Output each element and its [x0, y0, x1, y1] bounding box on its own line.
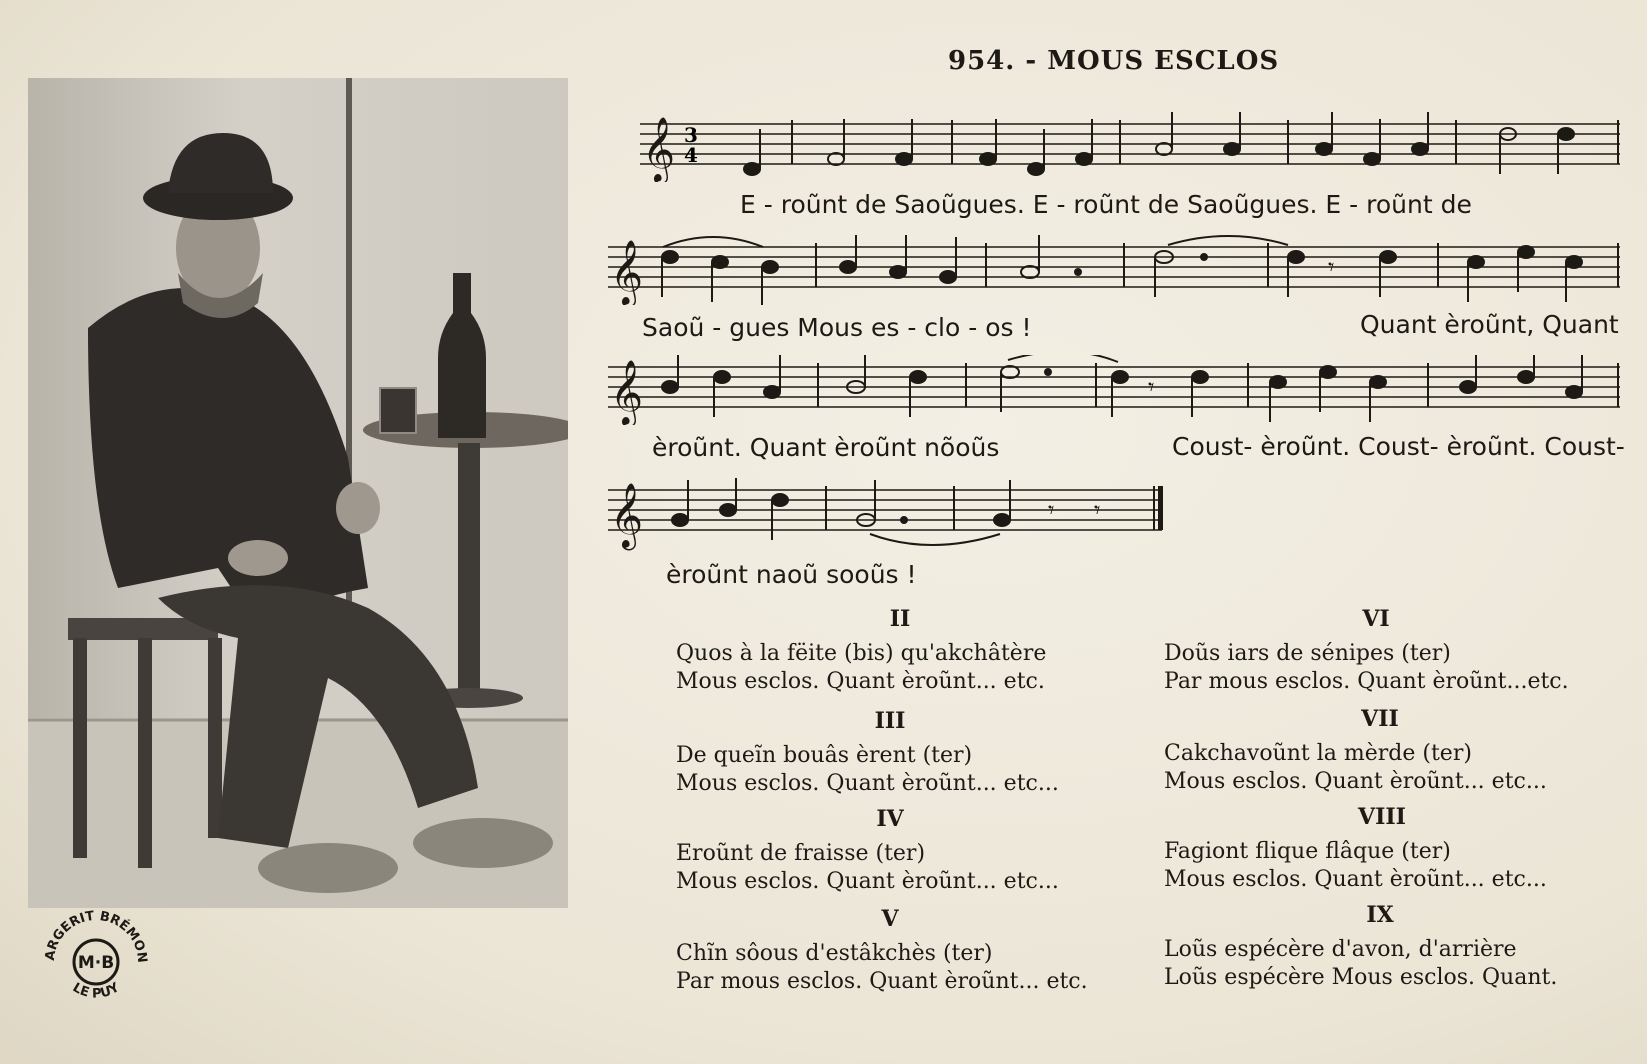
verse-numeral-3: III	[874, 708, 906, 734]
lyrics-line-5: Coust- èroũnt. Coust- èroũnt. Coust-	[1172, 432, 1625, 461]
music-staff-2	[608, 235, 1620, 305]
svg-text:4: 4	[684, 143, 698, 167]
photograph-old-man-seated	[28, 78, 568, 908]
svg-text:𝄞: 𝄞	[610, 483, 644, 548]
verse-6	[1164, 640, 1569, 696]
verse-numeral-9: IX	[1366, 902, 1394, 928]
verse-2	[676, 640, 1046, 696]
verse-2-line-1: Quos à la fëite (bis) qu'akchâtère	[676, 641, 1047, 666]
verse-7-line-2: Mous esclos. Quant èroũnt... etc...	[1164, 769, 1547, 794]
verse-9-line-2: Loũs espécère Mous esclos. Quant.	[1164, 965, 1558, 990]
svg-text:𝄾: 𝄾	[1328, 253, 1335, 281]
verse-4-line-2: Mous esclos. Quant èroũnt... etc...	[676, 869, 1059, 894]
verse-7-line-1: Cakchavoũnt la mèrde (ter)	[1164, 741, 1472, 766]
verse-9	[1164, 936, 1557, 992]
verse-2-line-2: Mous esclos. Quant èroũnt... etc.	[676, 669, 1045, 694]
verse-numeral-6: VI	[1362, 606, 1390, 632]
verse-7	[1164, 740, 1547, 796]
svg-text:3: 3	[684, 123, 698, 147]
verse-8-line-1: Fagiont flique flâque (ter)	[1164, 839, 1451, 864]
verse-3	[676, 742, 1059, 798]
music-staff-1	[640, 112, 1620, 182]
stamp-ring-bottom: LE PUY	[69, 980, 123, 1002]
svg-text:𝄾: 𝄾	[1048, 496, 1055, 524]
verse-6-line-1: Doũs iars de sénipes (ter)	[1164, 641, 1451, 666]
svg-text:𝄞: 𝄞	[610, 240, 644, 305]
verse-numeral-2: II	[889, 606, 911, 632]
song-title: 954. - MOUS ESCLOS	[948, 46, 1280, 76]
lyrics-line-1: E - roũnt de Saoũgues. E - roũnt de Saoũgues. E - roũnt de	[740, 190, 1472, 219]
verse-numeral-7: VII	[1361, 706, 1399, 732]
stamp-ring-top: ARGERIT BRÉMON	[42, 908, 150, 964]
svg-text:𝄞: 𝄞	[610, 360, 644, 425]
verse-9-line-1: Loũs espécère d'avon, d'arrière	[1164, 937, 1517, 962]
lyrics-line-4: èroũnt. Quant èroũnt nõoũs	[652, 433, 1000, 462]
music-staff-3	[608, 355, 1620, 425]
stamp-monogram: M·B	[77, 953, 115, 973]
verse-8-line-2: Mous esclos. Quant èroũnt... etc...	[1164, 867, 1547, 892]
svg-text:𝄞: 𝄞	[642, 117, 676, 182]
verse-numeral-5: V	[881, 906, 899, 932]
verse-3-line-1: De queĩn bouâs èrent (ter)	[676, 743, 973, 768]
svg-text:𝄾: 𝄾	[1148, 373, 1155, 401]
verse-5-line-1: Chĩn sôous d'estâkchès (ter)	[676, 941, 993, 966]
lyrics-line-2: Saoũ - gues Mous es - clo - os !	[642, 313, 1032, 342]
verse-3-line-2: Mous esclos. Quant èroũnt... etc...	[676, 771, 1059, 796]
svg-text:𝄾: 𝄾	[1094, 496, 1101, 524]
verse-5-line-2: Par mous esclos. Quant èroũnt... etc.	[676, 969, 1088, 994]
verse-8	[1164, 838, 1547, 894]
verse-6-line-2: Par mous esclos. Quant èroũnt...etc.	[1164, 669, 1569, 694]
verse-numeral-8: VIII	[1358, 804, 1406, 830]
verse-numeral-4: IV	[876, 806, 904, 832]
verse-4	[676, 840, 1059, 896]
lyrics-line-3: Quant èroũnt, Quant	[1360, 310, 1619, 339]
lyrics-line-6: èroũnt naoũ sooũs !	[666, 560, 917, 589]
verse-5	[676, 940, 1088, 996]
photo-illustration	[28, 78, 568, 908]
publisher-stamp	[36, 900, 156, 1020]
verse-4-line-1: Eroũnt de fraisse (ter)	[676, 841, 926, 866]
music-staff-4	[608, 478, 1168, 558]
